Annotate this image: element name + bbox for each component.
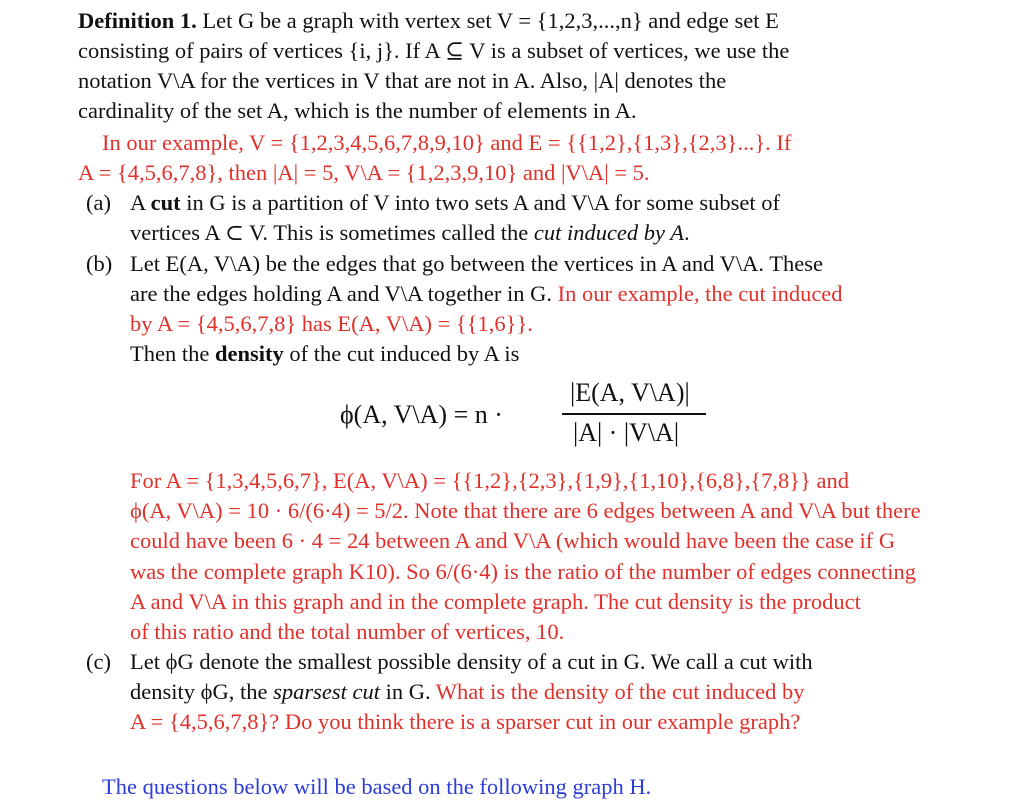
- item-b-line-4: [130, 339, 519, 369]
- item-c-line-3: A = {4,5,6,7,8}? Do you think there is a sparser cut in our example graph?: [130, 709, 801, 734]
- item-c-label: (c): [86, 649, 111, 674]
- density-formula: [340, 370, 720, 460]
- item-b-line-2: [130, 279, 843, 309]
- item-a-line2-pre: vertices A ⊂ V. This is sometimes called the: [130, 220, 534, 245]
- density-term: density: [214, 341, 284, 366]
- formula-numerator: |E(A, V\A)|: [570, 378, 690, 407]
- item-b-line4-post: of the cut induced by A is: [283, 341, 520, 366]
- example-line-1: In our example, V = {1,2,3,4,5,6,7,8,9,10} and E = {{1,2},{1,3},{2,3}...}. If: [102, 130, 792, 155]
- cut-term: cut: [150, 190, 181, 215]
- b-example-line-3: could have been 6 · 4 = 24 between A and V\A (which would have been the case if G: [130, 528, 896, 553]
- fraction-bar: [562, 413, 706, 415]
- item-b-line2-black: are the edges holding A and V\A together in G.: [130, 281, 558, 306]
- item-a-text-pre: A: [130, 190, 151, 215]
- definition-text-1: Let G be a graph with vertex set V = {1,2,3,...,n} and edge set E: [202, 8, 779, 33]
- definition-line-4: cardinality of the set A, which is the number of elements in A.: [78, 98, 637, 123]
- item-a-line2-post: .: [684, 220, 690, 245]
- cutoff-next-line: The questions below will be based on the following graph H.: [102, 774, 652, 799]
- item-b-label: (b): [86, 251, 113, 276]
- item-b-line4-pre: Then the: [130, 341, 215, 366]
- item-a-line-1: [130, 188, 780, 218]
- item-b-line-1: Let E(A, V\A) be the edges that go between the vertices in A and V\A. These: [130, 251, 823, 276]
- example-line-2: A = {4,5,6,7,8}, then |A| = 5, V\A = {1,2,3,9,10} and |V\A| = 5.: [78, 160, 650, 185]
- definition-line-2: consisting of pairs of vertices {i, j}. If A ⊆ V is a subset of vertices, we use the: [78, 38, 790, 63]
- item-a-text-post: in G is a partition of V into two sets A and V\A for some subset of: [180, 190, 780, 215]
- item-c-line2-pre: density ϕG, the: [130, 679, 274, 704]
- b-example-line-4: was the complete graph K10). So 6/(6·4) is the ratio of the number of edges connecting: [130, 559, 917, 584]
- b-example-line-1: For A = {1,3,4,5,6,7}, E(A, V\A) = {{1,2},{2,3},{1,9},{1,10},{6,8},{7,8}} and: [130, 468, 850, 493]
- cut-induced-term: cut induced by A: [533, 220, 684, 245]
- definition-line-3: notation V\A for the vertices in V that are not in A. Also, |A| denotes the: [78, 68, 727, 93]
- b-example-line-2: ϕ(A, V\A) = 10 · 6/(6·4) = 5/2. Note that there are 6 edges between A and V\A but there: [130, 498, 921, 523]
- formula-denominator: |A| · |V\A|: [573, 418, 680, 447]
- b-example-line-6: of this ratio and the total number of vertices, 10.: [130, 619, 565, 644]
- item-c-line2-post: in G.: [379, 679, 436, 704]
- item-a-line-2: [130, 218, 690, 248]
- item-c-line-2: [130, 677, 804, 707]
- item-b-line-3: by A = {4,5,6,7,8} has E(A, V\A) = {{1,6}}.: [130, 311, 533, 336]
- item-c-line2-red: What is the density of the cut induced by: [435, 679, 805, 704]
- b-example-line-5: A and V\A in this graph and in the complete graph. The cut density is the product: [130, 589, 861, 614]
- formula-lhs: ϕ(A, V\A) = n ·: [340, 400, 503, 429]
- definition-heading: Definition 1.: [78, 8, 197, 33]
- definition-line-1: [78, 6, 779, 36]
- item-a-label: (a): [86, 190, 111, 215]
- sparsest-cut-term: sparsest cut: [273, 679, 380, 704]
- item-c-line-1: Let ϕG denote the smallest possible density of a cut in G. We call a cut with: [130, 649, 813, 674]
- item-b-line2-red: In our example, the cut induced: [557, 281, 843, 306]
